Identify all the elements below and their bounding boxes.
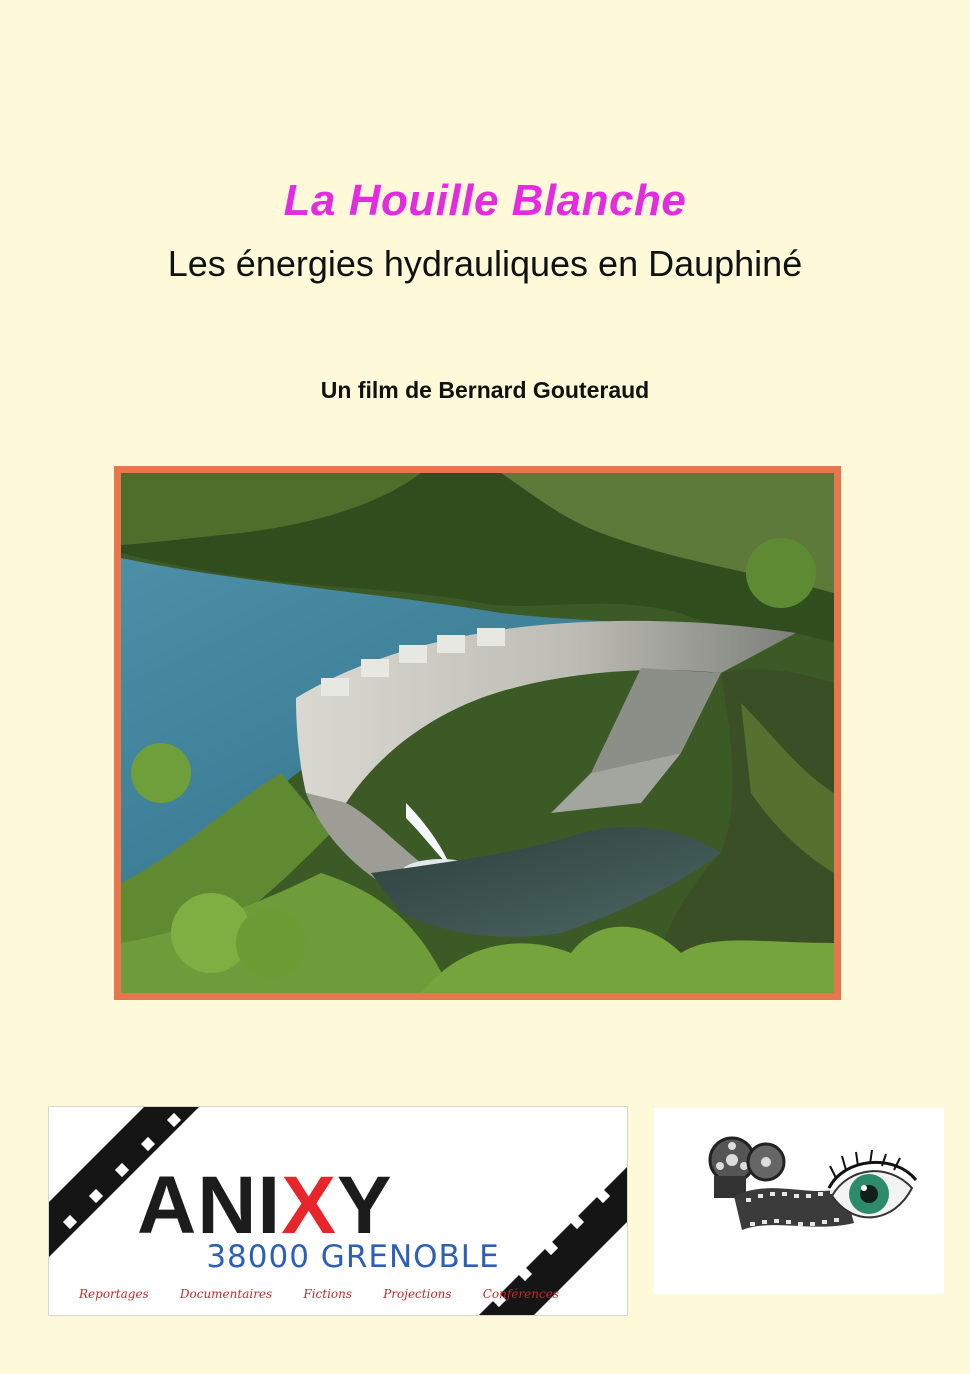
service-item: Conférences [482, 1287, 559, 1301]
film-reel-eye-icon [654, 1108, 944, 1294]
service-item: Reportages [79, 1287, 149, 1301]
cover-subtitle: Les énergies hydrauliques en Dauphiné [167, 243, 803, 284]
dam-photo-frame [114, 466, 841, 1000]
cover-title: La Houille Blanche [283, 176, 687, 225]
dam-photo [121, 473, 834, 993]
anixy-logo [48, 1106, 628, 1316]
anixy-wordmark: ANIXY [137, 1160, 393, 1251]
service-item: Fictions [303, 1287, 353, 1301]
anixy-city: 38000 GRENOBLE [206, 1239, 500, 1275]
service-item: Projections [383, 1287, 452, 1301]
film-reel-eye-logo [654, 1108, 944, 1294]
cover-credit: Un film de Bernard Gouteraud [320, 377, 650, 403]
anixy-services [79, 1287, 559, 1301]
service-item: Documentaires [179, 1287, 273, 1301]
